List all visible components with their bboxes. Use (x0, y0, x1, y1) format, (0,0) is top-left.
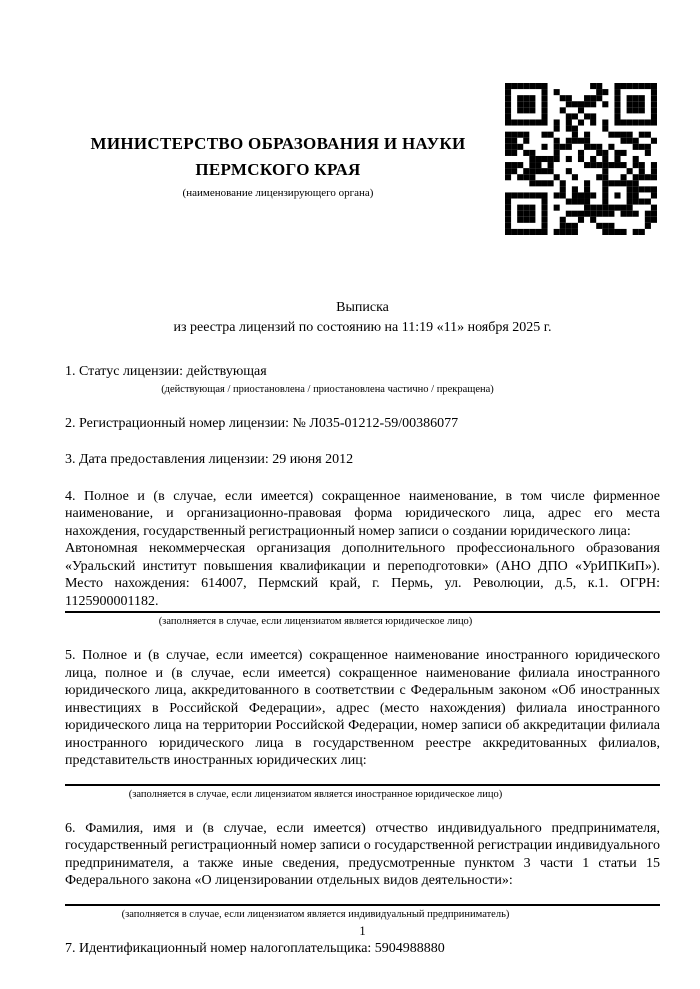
legal-entity-label: 4. Полное и (в случае, если имеется) сокращенное наименование, в том числе фирменное наименование, и организационно-правовая форма юридического лица, адрес его места нахождения, государственный регистрационный номер записи о создании юридического лица: (65, 488, 660, 539)
registration-number-text: 2. Регистрационный номер лицензии: № Л035-01212-59/00386077 (65, 415, 459, 431)
document-body (65, 363, 660, 976)
license-status-options-caption: (действующая / приостановлена / приостановлена частично / прекращена) (161, 383, 494, 395)
license-grant-date-text: 3. Дата предоставления лицензии: 29 июня 2012 (65, 452, 354, 467)
fill-line (65, 611, 660, 613)
licensing-authority-header (58, 131, 498, 200)
field-registration-number (65, 415, 660, 433)
qr-code-image (505, 83, 657, 235)
field-individual-entrepreneur (65, 820, 660, 921)
qr-code (505, 83, 657, 235)
legal-entity-caption: (заполняется в случае, если лицензиатом является юридическое лицо) (158, 616, 473, 627)
foreign-entity-label: 5. Полное и (в случае, если имеется) сокращенное наименование иностранного юридического лица, полное и (в случае, если имеется) сокращенное наименование филиала иностранного юридического лица, аккредитованного в соответствии с Федеральным законом «Об иностранных инвестициях в Российской Федерации», адрес (место нахождения) филиала иностранного юридического лица на территории Российской Федерации, номер записи об аккредитации филиала иностранного юридического лица в государственном реестре аккредитованных филиалов, представительств иностранных юридических лиц: (65, 648, 660, 768)
individual-entrepreneur-caption: (заполняется в случае, если лицензиатом является индивидуальный предприниматель) (121, 908, 510, 920)
page-number: 1 (359, 924, 366, 938)
individual-entrepreneur-label: 6. Фамилия, имя и (в случае, если имеется) отчество индивидуального предпринимателя, государственный регистрационный номер записи о государственной регистрации индивидуального предпринимателя, а также иные сведения, предусмотренные пунктом 3 части 1 статьи 15 Федерального закона «О лицензировании отдельных видов деятельности»: (65, 820, 660, 888)
field-legal-entity (65, 488, 660, 629)
document-title (65, 298, 660, 338)
field-license-grant-date (65, 451, 660, 469)
taxpayer-id-text: 7. Идентификационный номер налогоплательщика: 5904988880 (65, 940, 445, 956)
fill-line (65, 904, 660, 906)
field-taxpayer-id (65, 940, 660, 958)
ministry-name-line1: МИНИСТЕРСТВО ОБРАЗОВАНИЯ И НАУКИ (90, 134, 466, 153)
ministry-name-line2: ПЕРМСКОГО КРАЯ (195, 160, 361, 179)
document-title-line1: Выписка (336, 300, 389, 315)
legal-entity-value: Автономная некоммерческая организация дополнительного профессионального образования «Уральский институт повышения квалификации и переподготовки» (АНО ДПО «УрИПКиП»). Место нахождения: 614007, Пермский край, г. Пермь, ул. Революции, д.5, к.1. ОГРН: 1125900001182. (65, 541, 660, 609)
foreign-entity-caption: (заполняется в случае, если лицензиатом является иностранное юридическое лицо) (128, 788, 503, 800)
license-status-text: 1. Статус лицензии: действующая (65, 364, 267, 379)
fill-line (65, 784, 660, 786)
field-foreign-entity (65, 647, 660, 801)
document-title-line2: из реестра лицензий по состоянию на 11:19 «11» ноября 2025 г. (173, 320, 552, 335)
licensing-authority-caption: (наименование лицензирующего органа) (182, 187, 374, 199)
field-license-status (65, 363, 660, 396)
